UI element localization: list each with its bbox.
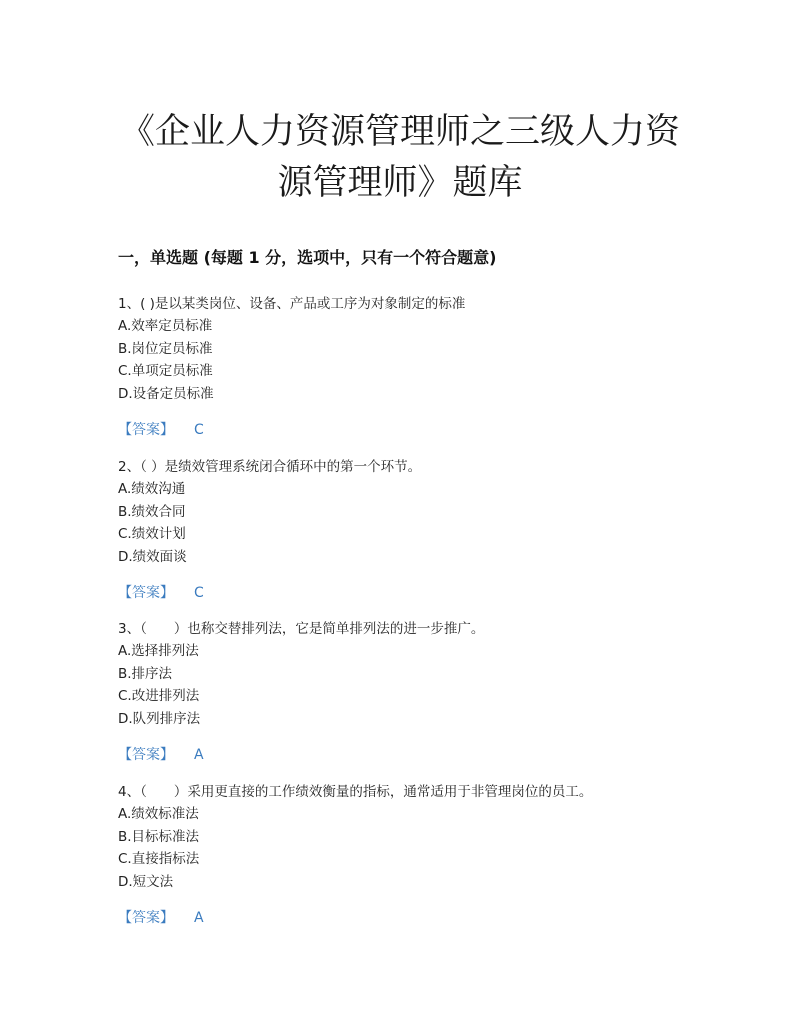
answer-label: 【答案】 [118,910,174,926]
question-text: 1、( )是以某类岗位、设备、产品或工序为对象制定的标准 [118,296,466,312]
answer-label: 【答案】 [118,585,174,601]
option-c: C.单项定员标准 [118,363,213,379]
option-b: B.绩效合同 [118,503,186,520]
question-3 [118,618,718,766]
document-title-line-1: 《企业人力资源管理师之三级人力资 [119,112,680,152]
answer-line [118,582,718,604]
option-b: B.排序法 [118,665,173,682]
option-d: D.短文法 [118,873,174,890]
question-text: 4、（ ）采用更直接的工作绩效衡量的指标，通常适用于非管理岗位的员工。 [118,784,593,800]
answer-label: 【答案】 [118,422,174,438]
option-c: C.直接指标法 [118,851,200,867]
answer-line [118,907,718,929]
option-a: A.选择排列法 [118,643,199,659]
option-b: B.目标标准法 [118,828,200,845]
answer-label: 【答案】 [118,747,174,763]
question-2 [118,456,718,604]
option-c: C.绩效计划 [118,526,186,542]
answer-value: A [194,747,204,763]
answer-value: C [194,585,204,601]
option-a: A.效率定员标准 [118,318,213,334]
section-heading: 一，单选题 (每题 1 分，选项中，只有一个符合题意) [118,248,497,267]
document-title-line-2: 源管理师》题库 [277,163,523,203]
question-4 [118,781,718,929]
option-a: A.绩效沟通 [118,481,186,497]
question-text: 2、（ ）是绩效管理系统闭合循环中的第一个环节。 [118,459,422,475]
option-c: C.改进排列法 [118,688,200,704]
answer-value: A [194,910,204,926]
question-1 [118,293,718,441]
question-text: 3、（ ）也称交替排列法，它是简单排列法的进一步推广。 [118,621,485,637]
option-d: D.绩效面谈 [118,548,187,565]
option-d: D.设备定员标准 [118,385,214,402]
option-b: B.岗位定员标准 [118,340,213,357]
answer-value: C [194,422,204,438]
option-d: D.队列排序法 [118,710,201,727]
answer-line [118,744,718,766]
option-a: A.绩效标准法 [118,806,199,822]
answer-line [118,419,718,441]
